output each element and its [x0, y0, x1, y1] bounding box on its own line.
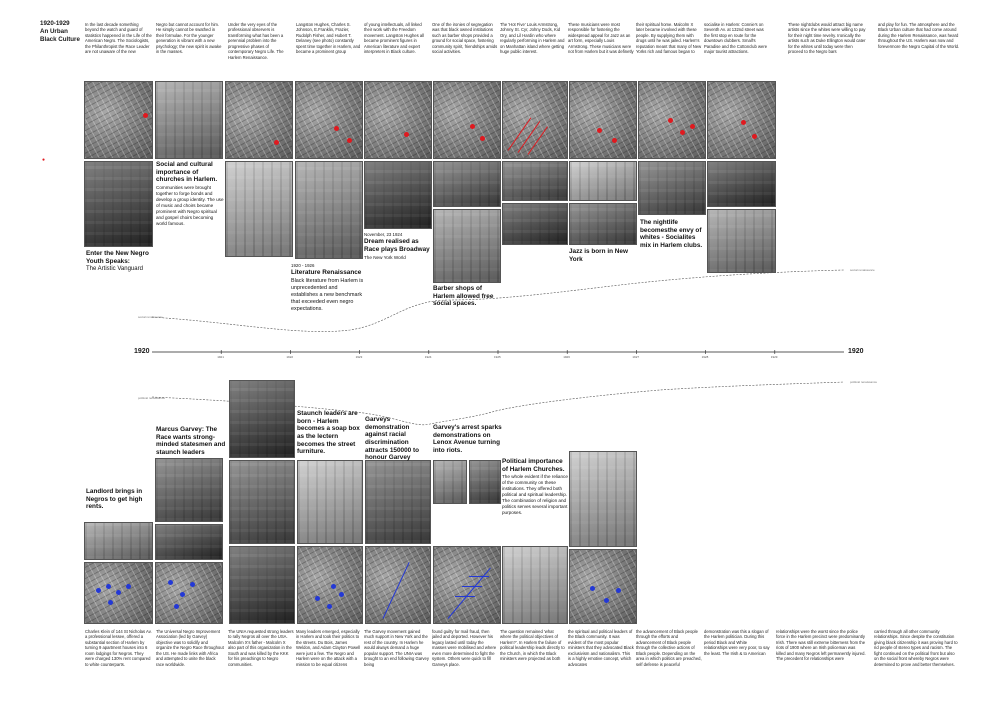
caption-churches-sub: Communities were brought together to forge bonds and develop a group identity. The use of music and choirs became prominent with Negro spiritual and gospel choirs becoming world famous. [156, 185, 224, 226]
arrest-photo-2 [469, 460, 501, 504]
top-text-7: The 'Hot Five' Louis Armstrong, Johnny St. Cyr, Johny Dods, Kid Ory, and Lil Hardin who where regularly performing in Harlem and on Manhattan island where getting huge public interest. [500, 22, 565, 55]
timeline-end-year: 1920 [848, 348, 864, 355]
landlord-photo [84, 522, 153, 560]
bottom-text-5: The Garvey movement gained much support in New York and the rest of the country. In Harlem he would always demand a huge popular support. The UNIA was brought to an end following Garvey being [364, 629, 429, 667]
leader-portrait-2 [229, 460, 295, 544]
political-dot [108, 600, 113, 605]
timeline-tick-label: 1925 [494, 355, 501, 359]
caption-soapbox-heading: Staunch leaders are born - Harlem becomes a soap box as the lectern becomes the street furniture. [297, 410, 360, 456]
timeline-tick-label: 1927 [632, 355, 640, 359]
caption-demo [365, 416, 433, 462]
political-dot [604, 598, 609, 603]
du-bois-portrait [229, 546, 295, 624]
garvey-parade-photo [155, 458, 223, 522]
timeline-tick-label: 1923 [355, 355, 363, 359]
caption-landlord-heading: Landlord brings in Negros to get high rents. [86, 488, 143, 511]
bottom-text-7: The question remained 'what where the political objectives of Harlem?'. In Harlem the failure of political leadership leads directly to the Church, in which the Black ministers were projected as both [500, 629, 565, 662]
political-dot [174, 604, 179, 609]
political-dot [96, 588, 101, 593]
social-renaissance-curve [152, 270, 844, 332]
title-subtitle: An Urban Black Culture [40, 27, 80, 43]
top-text-6: One of the ironies of segregation was that black owned institutions such as barber shops provided a ground for social space, fostering community spirit, friendships amids social activities. [432, 22, 498, 55]
political-dot [590, 586, 595, 591]
political-dot [190, 582, 195, 587]
political-dot [126, 584, 131, 589]
church-political-photo [569, 451, 637, 547]
bottom-text-11: relationships were the worst since the police force in the Harlem precinct were predominantly Irish. There was still extreme bitterness from the riots of 1900 where an Irish policeman was killed and many Negros left permanently injured. The precedent for relationships were [776, 629, 866, 662]
top-text-4: Langston Hughes, Charles S. Johnson, E.Franklin, Frazier, Rudolph Fisher, and Hubert T. Delaney (see photo) constantly spent time together in Harlem, and became a prominent group [296, 22, 361, 55]
caption-literature-date: 1920 - 1926 [291, 263, 315, 268]
caption-soapbox [297, 410, 367, 456]
political-route [462, 586, 482, 587]
caption-youth-heading: Enter the New Negro Youth Speaks: [86, 250, 149, 265]
political-route [469, 576, 489, 577]
bottom-text-2: The Universal Negro Improvement Association (led by Garvey) objective was to solidify and organize the Negro Race throughout the US. He made links with Africa and attempted to unite the black race worldwide. [156, 629, 224, 667]
caption-youth-sub: The Artistic Vanguard [86, 266, 143, 273]
caption-churches-political [502, 458, 568, 516]
political-label-right: political renaissance [850, 380, 878, 384]
caption-literature-sub: Black literature from Harlem is unprecedented and establishes a new benchmark that exceeded even negro expectations. [291, 277, 364, 313]
soapbox-photo [297, 460, 363, 544]
political-dot [168, 580, 173, 585]
political-dot [106, 584, 111, 589]
caption-demo-heading: Garveys demonstration against racial discrimination attracts 150000 to honour Garvey [365, 416, 419, 462]
top-text-5: of young intellectuals, all linked their work with the Freedom movement. Langston Hughes all became prominent figures in American literature and expert interpreters in Black culture. [364, 22, 425, 55]
caption-literature-heading: Literature Renaissance [291, 269, 362, 277]
top-text-1: In the last decade something beyond the watch and guard of statistics happened in the Life of the American Negro. The Sociologists, the Philanthropist the Race Leader are not unaware of the new [85, 22, 152, 55]
timeline-tick-label: 1921 [217, 355, 224, 359]
map-political-5 [433, 546, 501, 624]
title-years: 1920-1929 [40, 20, 70, 27]
bottom-text-8: the spiritual and political leaders of the Black community. It was evident of the most popular ministers that they advocated Black exclusivism and nationalism. This is a highly emotive concept, which advocates [568, 629, 634, 667]
political-label-left: political renaissance [138, 396, 166, 400]
political-dot [315, 596, 320, 601]
timeline-start-year: 1920 [134, 348, 150, 355]
leader-portrait-1 [229, 380, 295, 458]
map-political-2 [155, 562, 223, 624]
timeline-tick-label: 1924 [424, 355, 432, 359]
caption-broadway-sub: The New York World [364, 254, 406, 260]
top-text-10: socialise in Harlem: Connie's on Seventh Av. at 132nd street was the first stop en route for the downtown clubbers. Small's Paradise and the Cottonclub were major tourist attractions. [704, 22, 768, 55]
map-political-6 [569, 549, 637, 624]
bottom-text-12: carried through all other community relationships. Since despite the constitution giving black citizenship it was proving hard to rid people of stereo types and racism. The fight continued on the political front but also on the social front whereby Negros were determined to prove and better themselves. [874, 629, 958, 667]
top-text-3: Under the very eyes of the professional observers is transforming what has been a perennial problem into the progressive phases of contemporary Negro Life. The Harlem Renaissance. [228, 22, 284, 60]
political-dot [331, 584, 336, 589]
social-label-right: social renaissance [850, 268, 875, 272]
caption-barbers-heading: Barber shops of Harlem allowed free social spaces. [433, 285, 494, 308]
timeline-tick-label: 1926 [563, 355, 570, 359]
political-dot [616, 588, 621, 593]
bottom-text-6: found guilty for mail fraud, then jailed and deported. However his legacy lasted until today the masses were mobilised and where even more determined to fight the system. Others were quick to fill Garveys place. [432, 629, 497, 667]
political-dot [116, 590, 121, 595]
caption-churches-political-sub: The whole evident if the reliance of the community on these institutions. They offered both political and spiritual leadership. The combination of religion and politics serves several important purposes. [502, 474, 568, 516]
caption-arrest [433, 424, 503, 455]
timeline-tick-label: 1928 [701, 355, 709, 359]
demo-photo [365, 460, 431, 544]
bottom-text-4: Many leaders emerged, especially in Harlem and took their politics to the streets. Du Bois, James Weldon, and Adam Clayton Powell were just a few. The Negro and Harlem were on the attack with a mission to be equal citizens [296, 629, 361, 667]
map-political-3 [297, 546, 363, 624]
political-route [455, 596, 475, 597]
political-dot [339, 592, 344, 597]
bottom-text-1: Charles Klein of 144 St Nicholas Av. a professional lessee, offered a substantial section of Harlem by turning 9 apartment houses into 6 room lodgings for Negros. They were charged 130% rent compared to white counterparts. [85, 629, 152, 667]
top-text-9: their spiritual home. Malcolm X later became involved with these people. By supplying them with drugs until he was jailed. Harlem's reputation meant that many of New Yorks rich and famous began to [636, 22, 702, 55]
political-dot [327, 604, 332, 609]
bottom-text-3: The UNIA requested strong leaders to rally Negros all over the USA. Malcolm X's father - Malcolm X also part of this organization in the South and was killed by the KKK for his preachings to Negro communities. [228, 629, 294, 667]
timeline-tick-label: 1922 [286, 355, 294, 359]
caption-arrest-heading: Garvey's arrest sparks demonstrations on Lenox Avenue turning into riots. [433, 424, 502, 455]
caption-broadway-heading: Dream realised as Race plays Broadway [364, 238, 430, 253]
top-text-11: These nightclubs would attract big name artists since the whites were willing to pay for their night time revelry. Ironically the artists such as Duke Ellington would cater for the whites until today were then proceed to the Negro bars [788, 22, 866, 55]
caption-garvey-heading: Marcus Garvey: The Race wants strong-minded statesmen and staunch leaders [156, 426, 226, 457]
church-photo-2 [502, 546, 568, 624]
top-text-2: Negro but cannot account for him. He simply cannot be swathed in their formulae. For the younger generation is vibrant with a new psychology; the new spirit is awake in the masses. [156, 22, 222, 55]
political-dot [180, 592, 185, 597]
caption-churches-political-heading: Political importance of Harlem Churches. [502, 458, 565, 473]
caption-garvey [156, 426, 226, 457]
caption-broadway-date: November, 23 1924 [364, 232, 403, 237]
social-label-left: social renaissance [138, 315, 163, 319]
bottom-text-9: the advancement of Black people through the efforts and advancement of Black people through the collective actions of Black people. Depending on the area in which politics are preached, self defense is peaceful [636, 629, 702, 667]
caption-landlord [86, 488, 154, 511]
caption-jazz-heading: Jazz is born in New York [569, 248, 628, 263]
caption-churches-heading: Social and cultural importance of churches in Harlem. [156, 161, 218, 184]
top-text-8: These musicians were most responsible for fostering the widespread appeal for Jazz as an art form, especially Louis Armstrong. These musicians were not from Harlem but it was definetly [568, 22, 634, 55]
timeline-tick-label: 1929 [770, 355, 778, 359]
arrest-photo-1 [433, 460, 467, 504]
caption-nightlife-heading: The nightlife becomesthe envy of whites - Socialites mix in Harlem clubs. [640, 219, 703, 250]
marker-dot: ● [42, 157, 46, 163]
top-text-12: and play for fun. The atmosphere and the Black Urban culture that had come around during the Harlem Renaissance, was heard throughout the US. Harlem was now and forevermore the Negro Capital of the World. [878, 22, 960, 49]
garvey-uniform-photo [155, 524, 223, 560]
bottom-text-10: demonstration was this a slogan of the Harlem politician. During this period Black and White relationships were very poor, to say the least. The Irish & to American [704, 629, 770, 656]
